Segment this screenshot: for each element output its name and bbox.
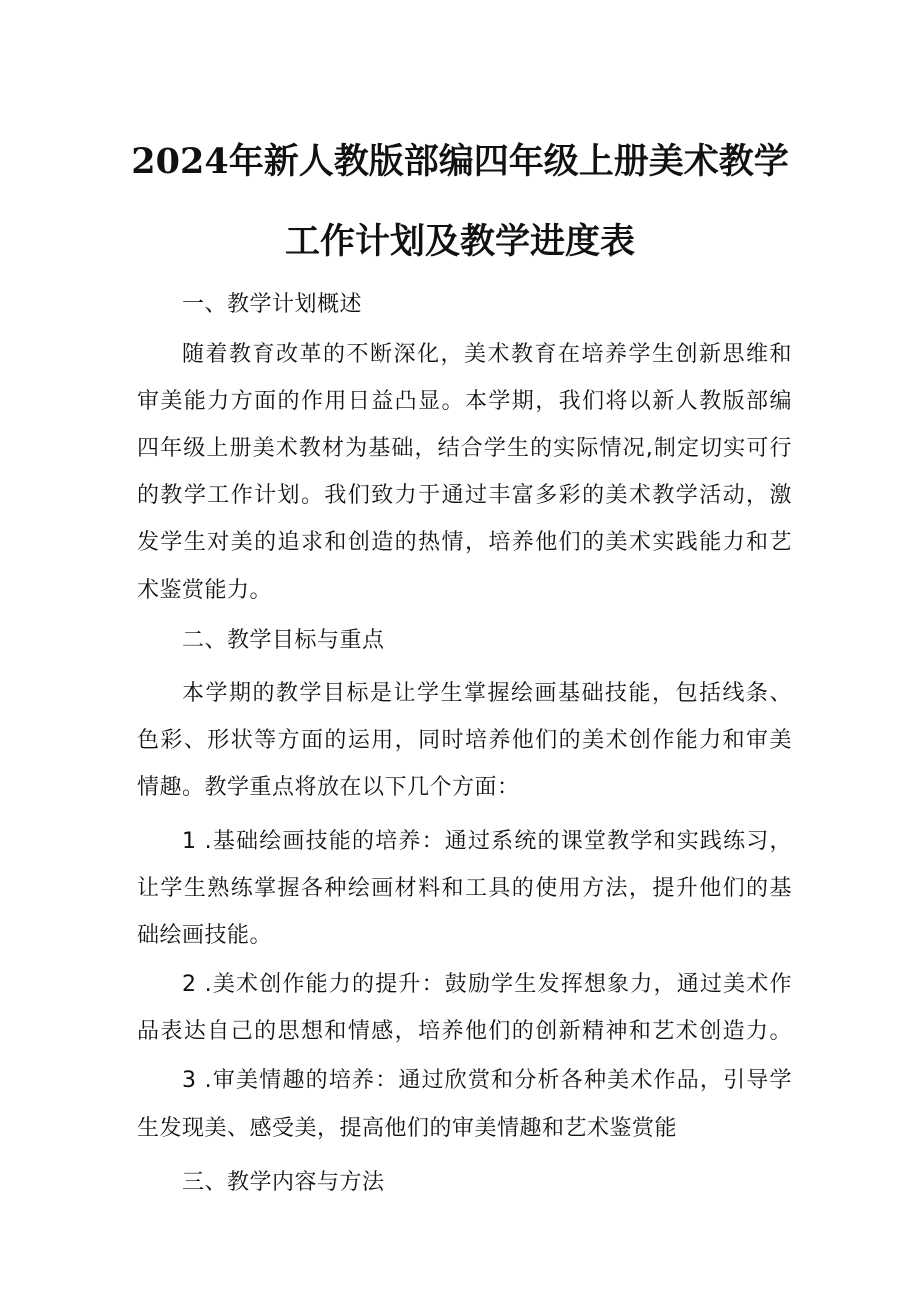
paragraph-line: 情趣。教学重点将放在以下几个方面： <box>137 775 520 800</box>
document-title-line-2: 工作计划及教学进度表 <box>284 221 635 262</box>
section-2-heading: 二、教学目标与重点 <box>182 628 385 653</box>
list-item-1-line: 1 .基础绘画技能的培养：通过系统的课堂教学和实践练习， <box>182 829 792 854</box>
section-3-heading: 三、教学内容与方法 <box>182 1170 385 1195</box>
paragraph-line: 审美能力方面的作用日益凸显。本学期，我们将以新人教版部编 <box>137 389 792 414</box>
paragraph-line: 色彩、形状等方面的运用，同时培养他们的美术创作能力和审美 <box>137 728 792 753</box>
paragraph-line: 发学生对美的追求和创造的热情，培养他们的美术实践能力和艺 <box>137 530 792 555</box>
section-1-heading: 一、教学计划概述 <box>182 292 363 317</box>
list-item-3-line: 生发现美、感受美，提高他们的审美情趣和艺术鉴赏能 <box>137 1116 678 1141</box>
list-item-3-line: 3 .审美情趣的培养：通过欣赏和分析各种美术作品，引导学 <box>182 1068 792 1093</box>
paragraph-line: 随着教育改革的不断深化，美术教育在培养学生创新思维和 <box>182 342 792 367</box>
paragraph-line: 本学期的教学目标是让学生掌握绘画基础技能，包括线条、 <box>182 681 792 706</box>
list-item-2-line: 品表达自己的思想和情感，培养他们的创新精神和艺术创造力。 <box>137 1019 792 1044</box>
list-item-2-line: 2 .美术创作能力的提升：鼓励学生发挥想象力，通过美术作 <box>182 972 792 997</box>
paragraph-line: 术鉴赏能力。 <box>137 578 273 603</box>
paragraph-line: 的教学工作计划。我们致力于通过丰富多彩的美术教学活动，激 <box>137 483 792 508</box>
paragraph-line: 四年级上册美术教材为基础，结合学生的实际情况,制定切实可行 <box>137 436 792 461</box>
document-title-line-1: 2024年新人教版部编四年级上册美术教学 <box>131 141 789 182</box>
list-item-1-line: 础绘画技能。 <box>137 923 273 948</box>
list-item-1-line: 让学生熟练掌握各种绘画材料和工具的使用方法，提升他们的基 <box>137 876 792 901</box>
